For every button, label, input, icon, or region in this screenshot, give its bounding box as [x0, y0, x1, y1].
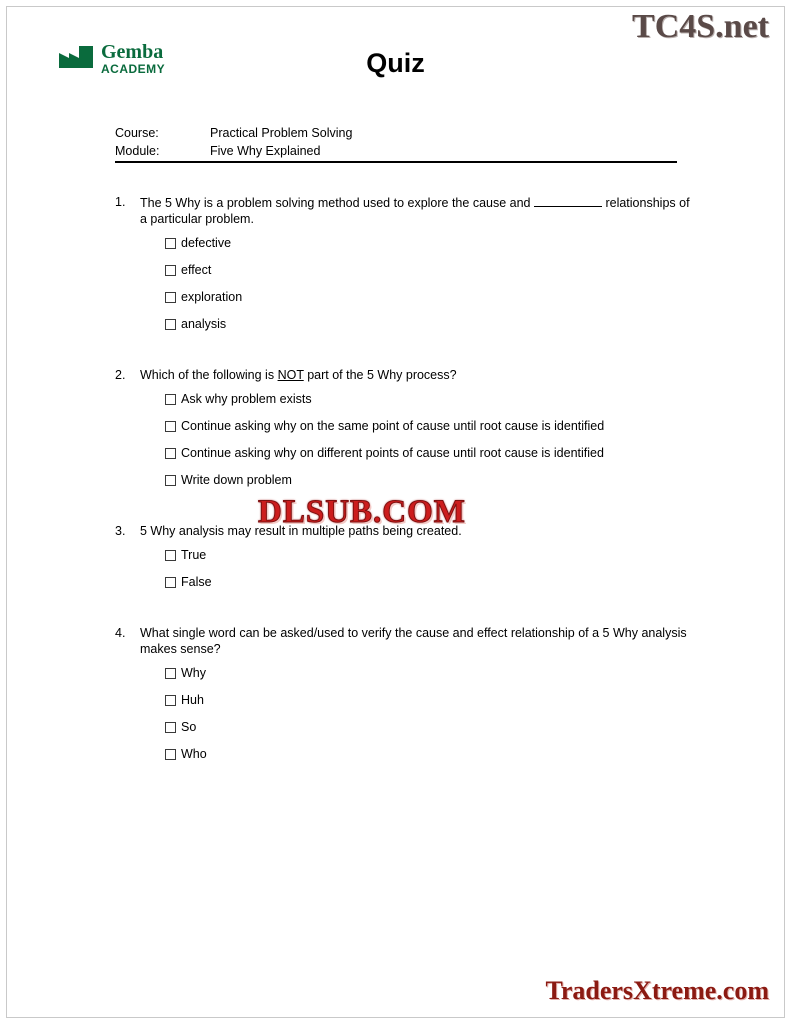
option-row[interactable]: [165, 575, 695, 589]
option-label: Continue asking why on different points of cause until root cause is identified: [181, 446, 604, 460]
checkbox-icon[interactable]: [165, 421, 176, 432]
question-item: [115, 367, 695, 487]
question-number: 3.: [115, 524, 126, 538]
option-label: So: [181, 720, 197, 734]
checkbox-icon[interactable]: [165, 394, 176, 405]
options-group: [115, 392, 695, 487]
course-value: Practical Problem Solving: [210, 126, 353, 140]
logo-primary-text: Gemba: [101, 41, 164, 63]
option-label: defective: [181, 236, 232, 250]
course-label: Course:: [115, 126, 159, 140]
option-label: Continue asking why on the same point of cause until root cause is identified: [181, 419, 605, 433]
module-value: Five Why Explained: [210, 144, 321, 158]
checkbox-icon[interactable]: [165, 749, 176, 760]
checkbox-icon[interactable]: [165, 448, 176, 459]
option-row[interactable]: [165, 263, 695, 277]
question-text-main: Which of the following is: [140, 368, 278, 382]
watermark-top-right: TC4S.net: [632, 8, 769, 45]
options-group: [115, 666, 695, 761]
option-label: Ask why problem exists: [181, 392, 312, 406]
option-label: effect: [181, 263, 212, 277]
logo-secondary-text: ACADEMY: [101, 62, 166, 76]
watermark-center: DLSUB.COM: [258, 494, 466, 530]
question-text: [140, 194, 695, 227]
option-label: Why: [181, 666, 206, 680]
checkbox-icon[interactable]: [165, 265, 176, 276]
checkbox-icon[interactable]: [165, 475, 176, 486]
checkbox-icon[interactable]: [165, 292, 176, 303]
checkbox-icon[interactable]: [165, 577, 176, 588]
option-row[interactable]: [165, 446, 695, 460]
questions-list: [115, 194, 695, 785]
option-row[interactable]: [165, 236, 695, 250]
question-number: 1.: [115, 195, 126, 209]
question-number: 2.: [115, 368, 126, 382]
header-divider: [115, 161, 677, 163]
option-label: Huh: [181, 693, 204, 707]
question-item: [115, 194, 695, 331]
option-label: False: [181, 575, 212, 589]
option-row[interactable]: [165, 419, 695, 433]
checkbox-icon[interactable]: [165, 668, 176, 679]
option-row[interactable]: [165, 392, 695, 406]
question-text-tail: part of the 5 Why process?: [303, 368, 457, 382]
option-label: Write down problem: [181, 473, 292, 487]
question-item: [115, 625, 695, 761]
option-row[interactable]: [165, 693, 695, 707]
question-text-tail: relationships of a particular problem.: [140, 196, 690, 226]
option-row[interactable]: [165, 290, 695, 304]
option-row[interactable]: [165, 317, 695, 331]
question-text: [140, 367, 695, 383]
checkbox-icon[interactable]: [165, 550, 176, 561]
option-row[interactable]: [165, 666, 695, 680]
checkbox-icon[interactable]: [165, 319, 176, 330]
option-label: True: [181, 548, 207, 562]
module-label: Module:: [115, 144, 160, 158]
course-row: [115, 124, 677, 142]
course-meta-block: [115, 124, 677, 160]
option-row[interactable]: [165, 473, 695, 487]
question-text: 5 Why analysis may result in multiple paths being created.: [140, 524, 462, 538]
option-label: Who: [181, 747, 207, 761]
option-row[interactable]: [165, 720, 695, 734]
options-group: [115, 236, 695, 331]
question-text: What single word can be asked/used to verify the cause and effect relationship of a 5 Why analysis makes sense?: [140, 626, 687, 656]
answer-blank: [534, 194, 602, 207]
question-text-emphasis: NOT: [277, 368, 304, 382]
module-row: [115, 142, 677, 160]
options-group: [115, 548, 695, 589]
option-row[interactable]: [165, 548, 695, 562]
option-label: exploration: [181, 290, 243, 304]
question-number: 4.: [115, 626, 126, 640]
option-row[interactable]: [165, 747, 695, 761]
option-label: analysis: [181, 317, 227, 331]
checkbox-icon[interactable]: [165, 238, 176, 249]
question-text-main: The 5 Why is a problem solving method used to explore the cause and: [140, 196, 531, 210]
watermark-bottom-right: TradersXtreme.com: [545, 976, 769, 1005]
page-title: Quiz: [366, 48, 425, 78]
checkbox-icon[interactable]: [165, 695, 176, 706]
checkbox-icon[interactable]: [165, 722, 176, 733]
